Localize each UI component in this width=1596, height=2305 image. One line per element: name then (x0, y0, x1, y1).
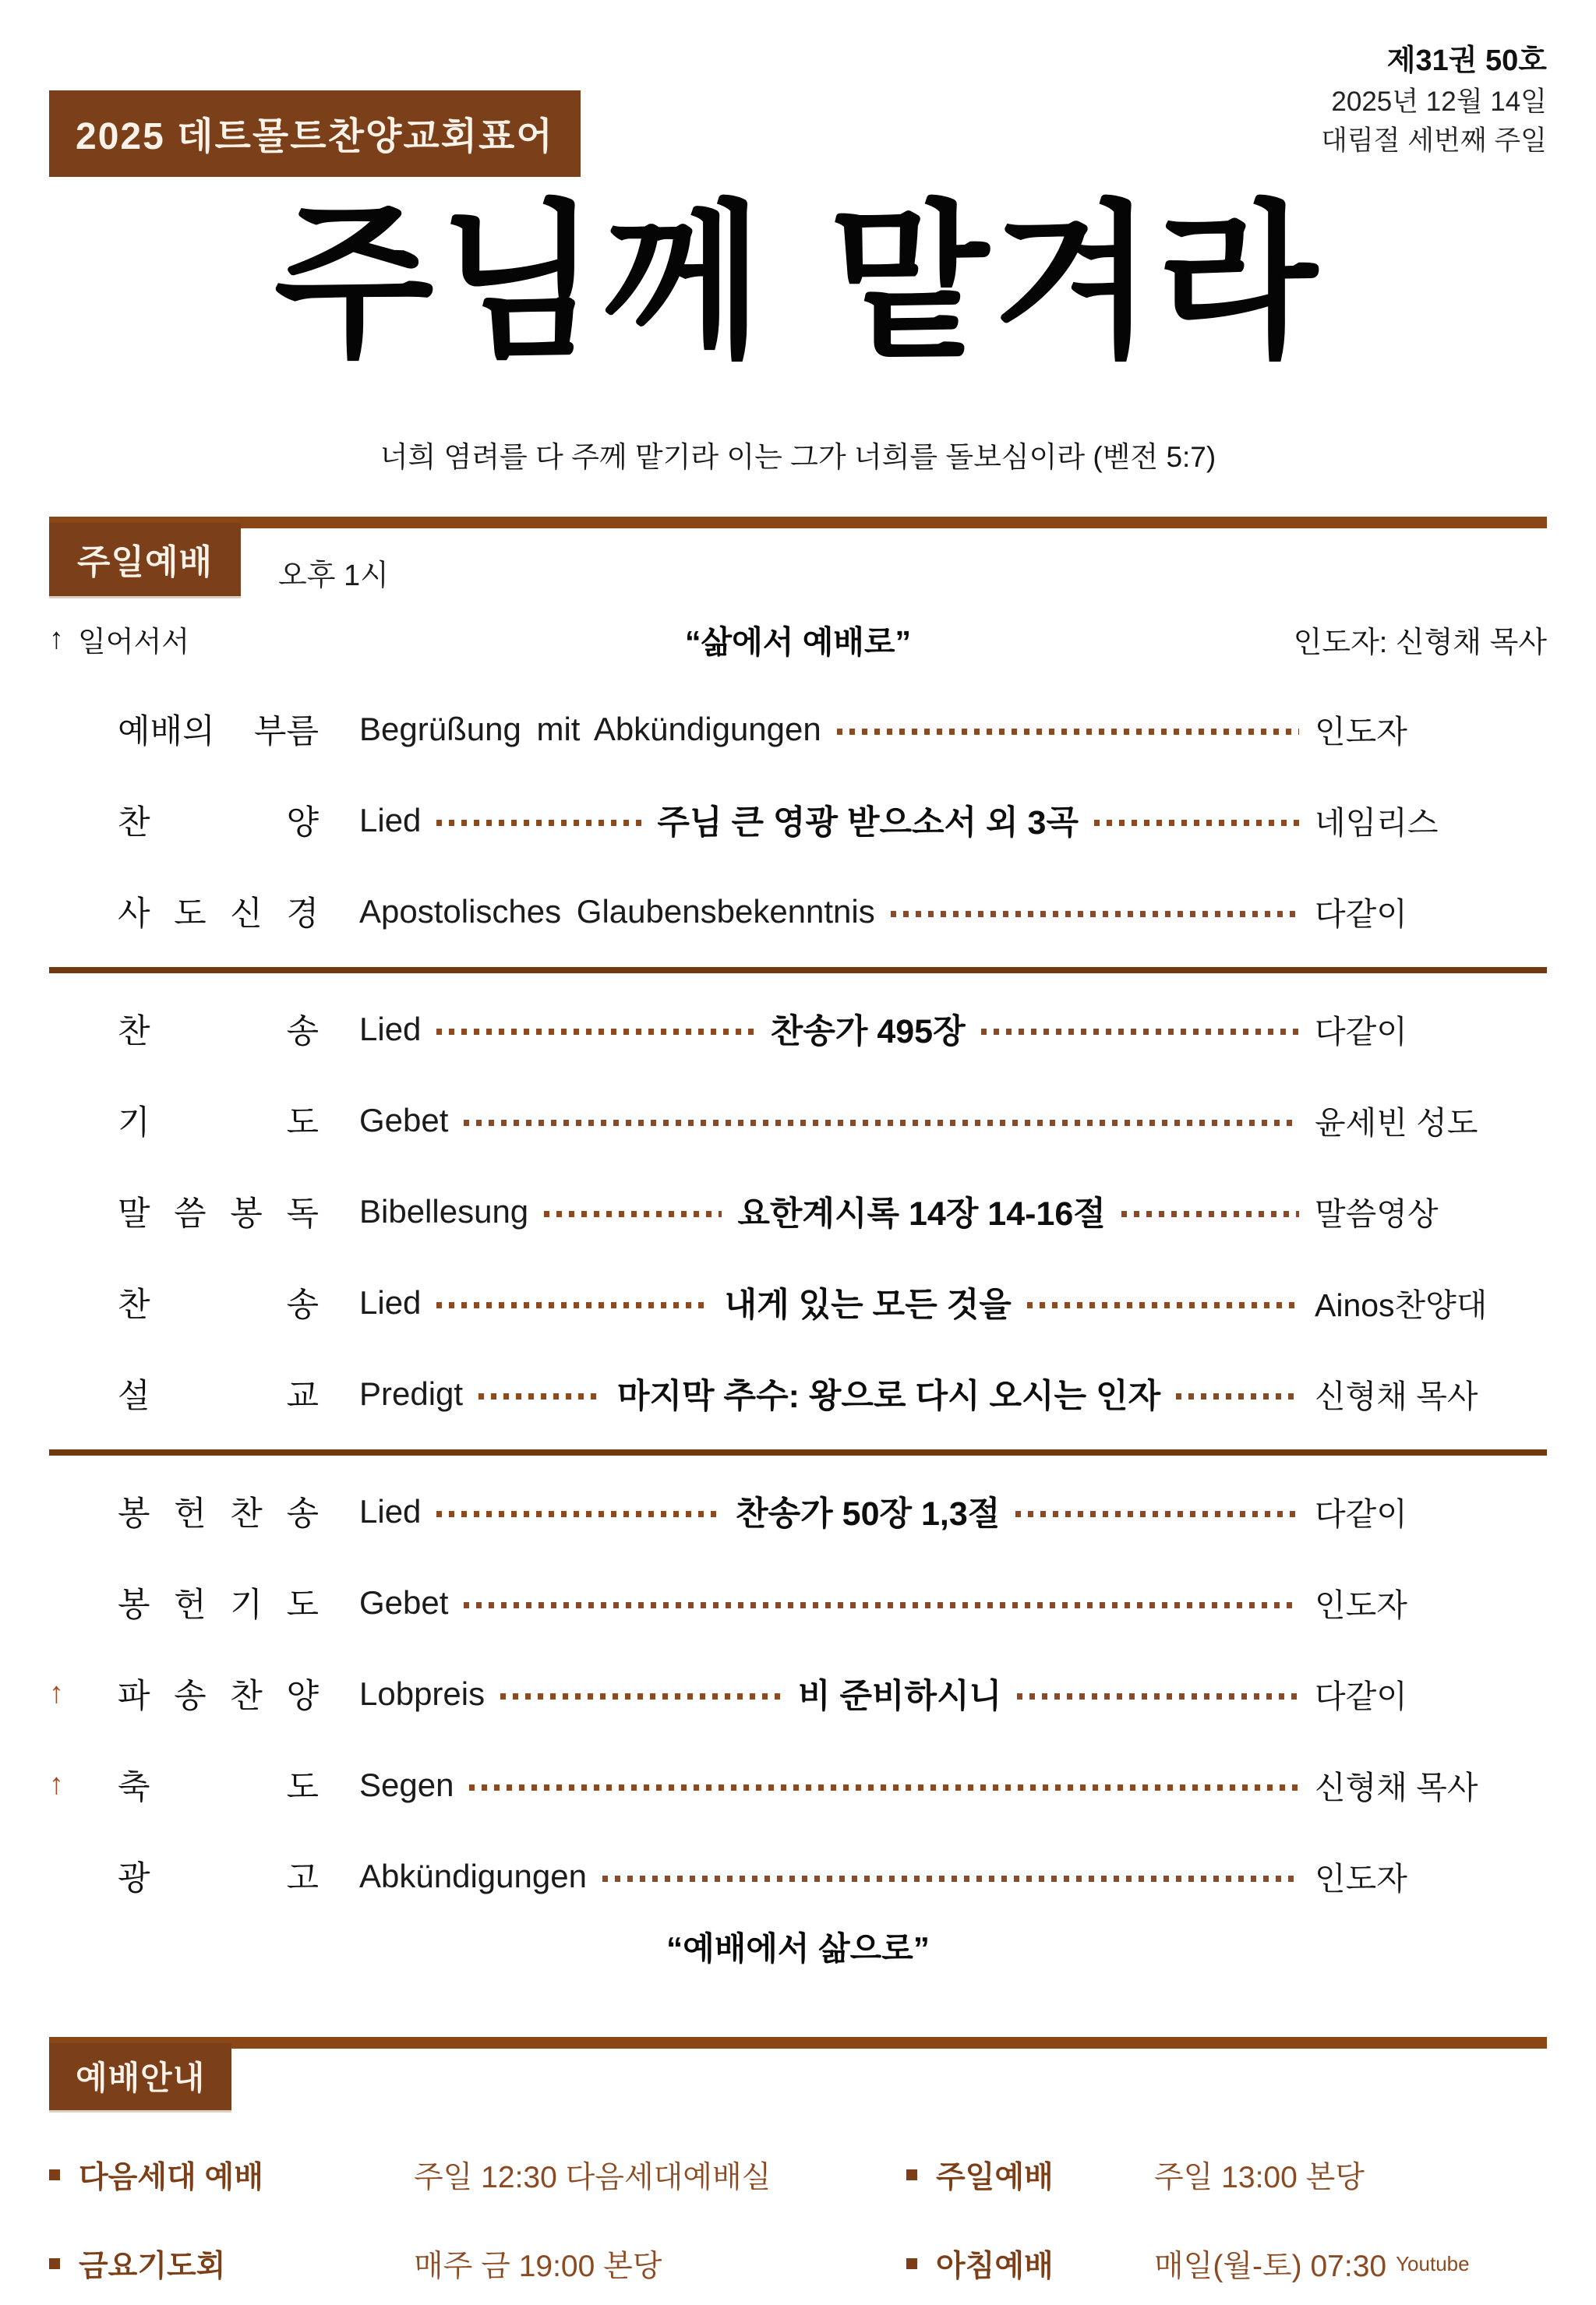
info-item (49, 2137, 906, 2213)
dotted-leader (1121, 1211, 1299, 1217)
issue-number: 제31권 50호 (1386, 44, 1547, 77)
order-item-german: Lied (359, 1010, 422, 1047)
order-item-german: Gebet (359, 1583, 449, 1621)
order-item-label: 기 도 (118, 1104, 319, 1142)
info-section-head (49, 2037, 1547, 2116)
info-badge: 예배안내 (49, 2043, 231, 2110)
dotted-leader (478, 1393, 602, 1400)
dotted-leader (1015, 1511, 1299, 1517)
bullet-icon (906, 2169, 917, 2180)
info-item (49, 2226, 906, 2302)
dotted-leader (891, 911, 1299, 917)
info-item-detail: 매주 금 19:00 본당 (414, 2250, 662, 2283)
order-row (49, 1739, 1547, 1830)
opening-quote: “삶에서 예배로” (684, 623, 912, 660)
order-row (49, 1830, 1547, 1922)
section-bar (49, 517, 1547, 528)
order-item-label: 예배의 부름 (118, 713, 319, 750)
order-item-german: Bibellesung (359, 1192, 529, 1230)
order-item-german: Begrüßung mit Abkündigungen (359, 710, 821, 747)
order-item-german: Abkündigungen (359, 1857, 587, 1894)
dotted-leader (464, 1120, 1299, 1126)
order-item-label: 찬 송 (118, 1013, 319, 1050)
section-bar (49, 2037, 1547, 2049)
order-row (49, 1075, 1547, 1166)
dotted-leader (1027, 1302, 1299, 1308)
standing-note (49, 618, 384, 660)
info-item-name: 다음세대 예배 (79, 2161, 263, 2194)
info-item-detail: 주일 13:00 본당 (1154, 2161, 1365, 2194)
order-item-label: 축 도 (118, 1769, 319, 1806)
dotted-leader (436, 820, 641, 826)
sunday-service-section (49, 517, 1547, 1973)
info-item-name: 아침예배 (936, 2250, 1054, 2283)
issue-block (1321, 41, 1547, 160)
service-badge: 주일예배 (49, 523, 241, 596)
order-item-german: Gebet (359, 1101, 449, 1138)
masthead (49, 0, 1547, 517)
order-row (49, 1348, 1547, 1439)
order-row (49, 1466, 1547, 1557)
info-item-name: 주일예배 (936, 2161, 1054, 2194)
section-divider (49, 967, 1547, 973)
dotted-leader (464, 1602, 1299, 1608)
order-row (49, 983, 1547, 1075)
order-row (49, 775, 1547, 866)
info-column-right (906, 2137, 1547, 2302)
service-section-head (49, 517, 1547, 596)
service-leader: 인도자: 신형채 목사 (1293, 626, 1547, 659)
dotted-leader (1094, 820, 1299, 826)
order-item-person: 네임리스 (1315, 805, 1439, 841)
order-item-label: 사 도 신 경 (118, 895, 319, 933)
issue-date: 2025년 12월 14일 (1331, 86, 1547, 117)
info-column-left (49, 2137, 906, 2302)
order-item-title: 찬송가 495장 (770, 1013, 966, 1050)
info-item-suffix: Youtube (1396, 2251, 1470, 2275)
order-row (49, 1557, 1547, 1648)
dotted-leader (544, 1211, 722, 1217)
motto-verse: 너희 염려를 다 주께 맡기라 이는 그가 너희를 돌보심이라 (벧전 5:7) (380, 441, 1216, 473)
dotted-leader (436, 1029, 754, 1035)
order-item-person: 윤세빈 성도 (1315, 1105, 1478, 1141)
order-item-person: 다같이 (1315, 896, 1407, 932)
info-item-detail: 주일 12:30 다음세대예배실 (414, 2161, 772, 2194)
info-item (906, 2137, 1547, 2213)
dotted-leader (500, 1693, 782, 1700)
order-item-person: 신형채 목사 (1315, 1770, 1478, 1806)
order-item-label: 봉 헌 찬 송 (118, 1495, 319, 1533)
info-item-name: 금요기도회 (79, 2250, 226, 2283)
dotted-leader (602, 1876, 1299, 1882)
dotted-leader (981, 1029, 1299, 1035)
order-item-title: 주님 큰 영광 받으소서 외 3곡 (657, 804, 1079, 842)
order-item-label: 봉 헌 기 도 (118, 1587, 319, 1624)
order-item-label: 광 고 (118, 1860, 319, 1897)
info-item (906, 2226, 1547, 2302)
order-item-person: 신형채 목사 (1315, 1378, 1478, 1414)
order-item-label: 찬 양 (118, 804, 319, 842)
service-intro-row (49, 615, 1547, 663)
stand-arrow-icon: ↑ (49, 1768, 64, 1801)
order-item-person: 다같이 (1315, 1496, 1407, 1532)
dotted-leader (436, 1511, 720, 1517)
bullet-icon (906, 2258, 917, 2269)
stand-arrow-icon: ↑ (49, 1677, 64, 1710)
order-item-title: 비 준비하시니 (797, 1678, 1002, 1715)
order-item-person: Ainos찬양대 (1315, 1287, 1488, 1323)
section-divider (49, 1449, 1547, 1456)
order-item-title: 마지막 추수: 왕으로 다시 오시는 인자 (616, 1378, 1161, 1415)
order-item-title: 요한계시록 14장 14-16절 (737, 1195, 1106, 1233)
order-of-worship-list (49, 683, 1547, 1922)
order-item-title: 내게 있는 모든 것을 (724, 1287, 1012, 1324)
order-row (49, 1166, 1547, 1257)
liturgical-day: 대림절 세번째 주일 (1321, 125, 1547, 156)
dotted-leader (469, 1784, 1299, 1791)
order-item-person: 인도자 (1315, 714, 1407, 750)
order-item-german: Apostolisches Glaubensbekenntnis (359, 892, 875, 930)
order-item-label: 파 송 찬 양 (118, 1678, 319, 1715)
order-row (49, 1648, 1547, 1739)
info-grid (49, 2137, 1547, 2302)
order-item-german: Predigt (359, 1375, 464, 1412)
dotted-leader (837, 729, 1299, 735)
order-item-german: Lied (359, 801, 422, 838)
worship-info-section (49, 2037, 1547, 2302)
order-item-german: Lied (359, 1492, 422, 1530)
order-row (49, 866, 1547, 957)
closing-quote: “예배에서 삶으로” (666, 1930, 930, 1967)
order-item-person: 다같이 (1315, 1678, 1407, 1714)
dotted-leader (436, 1302, 708, 1308)
standing-note-label: 일어서서 (78, 626, 189, 658)
bullet-icon (49, 2258, 60, 2269)
motto-title: 주님께 맡겨라 (274, 184, 1322, 381)
order-item-person: 말씀영상 (1315, 1196, 1439, 1232)
order-item-label: 설 교 (118, 1378, 319, 1415)
dotted-leader (1176, 1393, 1299, 1400)
service-time: 오후 1시 (278, 559, 389, 592)
order-item-label: 말 씀 봉 독 (118, 1195, 319, 1233)
order-item-german: Lied (359, 1283, 422, 1321)
order-item-person: 다같이 (1315, 1014, 1407, 1050)
order-row (49, 683, 1547, 775)
stand-arrow-icon: ↑ (49, 622, 64, 655)
order-item-person: 인도자 (1315, 1587, 1407, 1623)
bullet-icon (49, 2169, 60, 2180)
order-item-person: 인도자 (1315, 1861, 1407, 1897)
order-item-german: Lobpreis (359, 1675, 486, 1712)
dotted-leader (1017, 1693, 1299, 1700)
motto-badge: 2025 데트몰트찬양교회표어 (49, 90, 581, 177)
order-row (49, 1257, 1547, 1348)
info-item-detail: 매일(월-토) 07:30 (1154, 2250, 1387, 2283)
order-item-label: 찬 송 (118, 1287, 319, 1324)
order-item-german: Segen (359, 1766, 454, 1803)
order-item-title: 찬송가 50장 1,3절 (736, 1495, 1001, 1533)
